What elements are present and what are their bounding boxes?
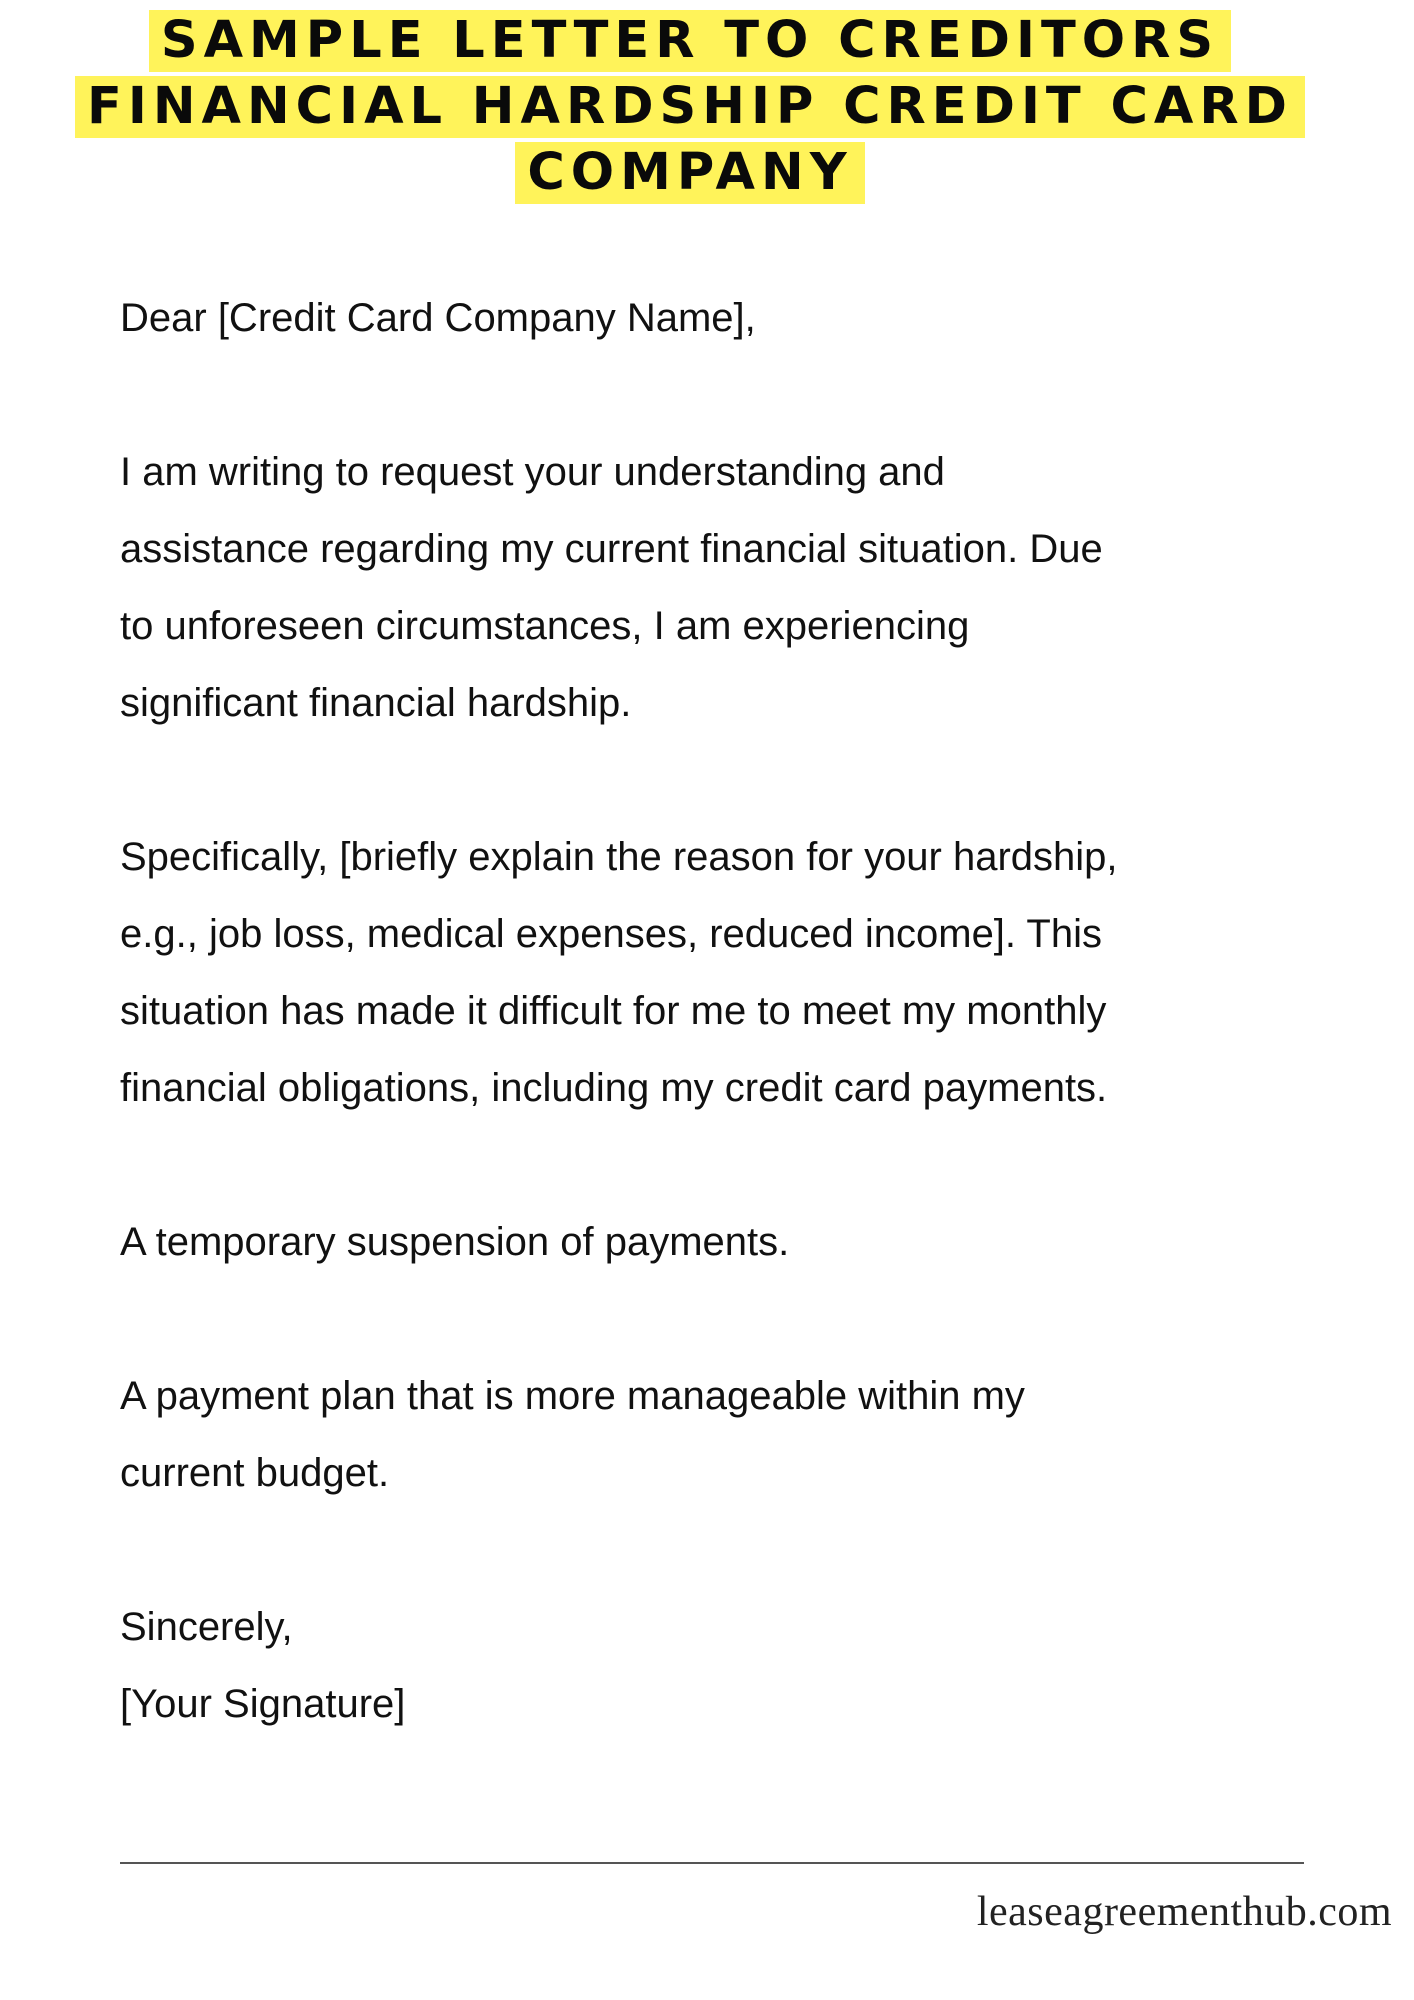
paragraph-line: I am writing to request your understanding and <box>120 450 945 494</box>
option-line: A temporary suspension of payments. <box>120 1220 790 1264</box>
paragraph-request <box>120 434 1360 742</box>
paragraph-reason <box>120 819 1360 1127</box>
option-line: A payment plan that is more manageable within my <box>120 1374 1025 1418</box>
paragraph-line: to unforeseen circumstances, I am experiencing <box>120 604 970 648</box>
paragraph-line: financial obligations, including my credit card payments. <box>120 1066 1108 1110</box>
paragraph-line: assistance regarding my current financial situation. Due <box>120 527 1103 571</box>
salutation <box>120 280 1360 357</box>
paragraph-line: significant financial hardship. <box>120 681 632 725</box>
option-payment-plan <box>120 1358 1360 1512</box>
website-credit: leaseagreementhub.com <box>976 1889 1392 1935</box>
paragraph-line: Specifically, [briefly explain the reason for your hardship, <box>120 835 1118 879</box>
letter-title <box>0 8 1380 206</box>
option-line: current budget. <box>120 1451 390 1495</box>
title-line-2: FINANCIAL HARDSHIP CREDIT CARD <box>75 76 1305 138</box>
letter-body <box>120 280 1360 1820</box>
sign-off <box>120 1589 1360 1743</box>
paragraph-line: e.g., job loss, medical expenses, reduced income]. This <box>120 912 1102 956</box>
salutation-text: Dear [Credit Card Company Name], <box>120 296 756 340</box>
title-line-1: SAMPLE LETTER TO CREDITORS <box>149 10 1231 72</box>
signature-placeholder: [Your Signature] <box>120 1682 406 1726</box>
title-line-3: COMPANY <box>515 142 864 204</box>
closing: Sincerely, <box>120 1605 293 1649</box>
footer-divider <box>120 1862 1304 1864</box>
option-suspension <box>120 1204 1360 1281</box>
paragraph-line: situation has made it difficult for me to meet my monthly <box>120 989 1107 1033</box>
